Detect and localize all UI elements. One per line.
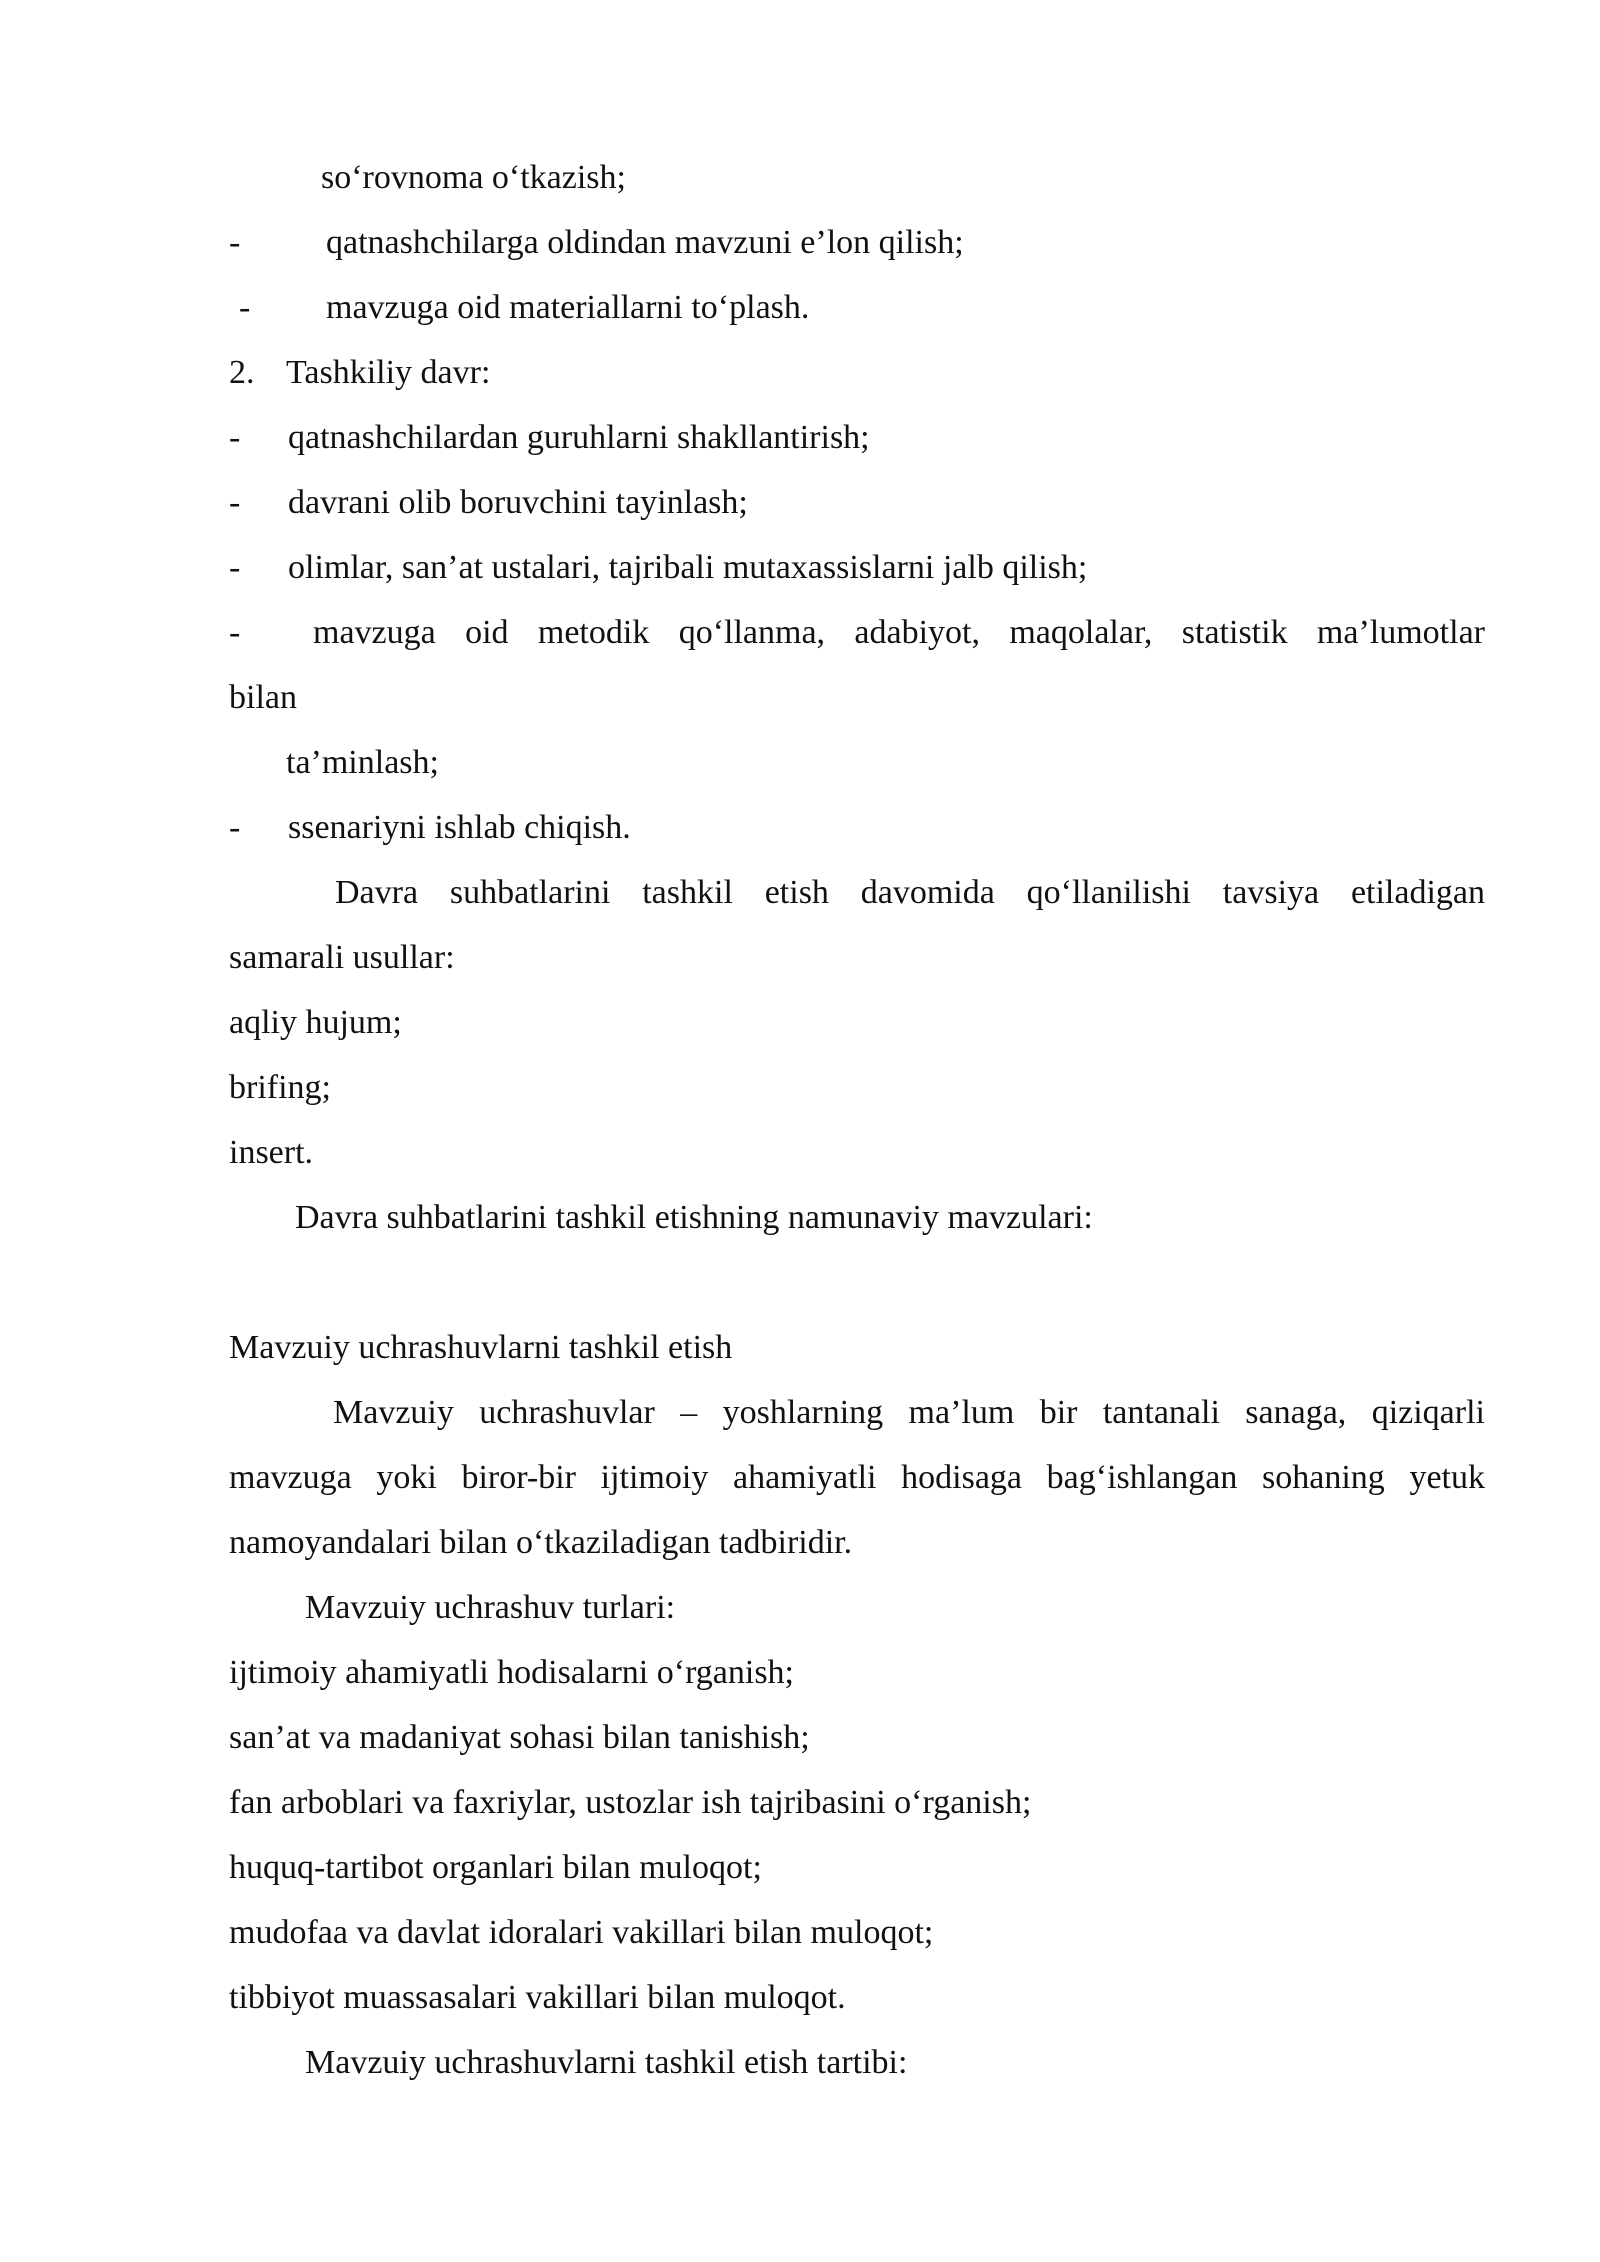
list-dash: -	[239, 289, 251, 326]
text-line: so‘rovnoma o‘tkazish;	[321, 159, 626, 196]
document-body	[229, 145, 1485, 2095]
list-item-text: olimlar, san’at ustalari, tajribali mutaxassislarni jalb qilish;	[288, 549, 1088, 586]
list-item-text: ssenariyni ishlab chiqish.	[288, 809, 631, 846]
paragraph-text: Davra suhbatlarini tashkil etish davomida qo‘llanilishi tavsiya etiladigan	[335, 874, 1485, 911]
list-item	[229, 210, 1485, 275]
section-heading: Mavzuiy uchrashuvlarni tashkil etish	[229, 1329, 733, 1366]
list-item: aqliy hujum;	[229, 1004, 402, 1041]
section-title: Tashkiliy davr:	[286, 354, 491, 391]
paragraph-text: mavzuga yoki biror-bir ijtimoiy ahamiyatli hodisaga bag‘ishlangan sohaning yetuk	[229, 1459, 1485, 1496]
list-item-text: mavzuga oid metodik qo‘llanma, adabiyot, maqolalar, statistik ma’lumotlar	[313, 614, 1485, 651]
blank-line	[229, 1250, 1485, 1315]
list-dash: -	[229, 809, 241, 846]
list-item-text: davrani olib boruvchini tayinlash;	[288, 484, 748, 521]
text-line: Mavzuiy uchrashuv turlari:	[305, 1589, 676, 1626]
text-line: Mavzuiy uchrashuvlarni tashkil etish tartibi:	[305, 2044, 908, 2081]
list-item	[229, 795, 1485, 860]
list-item	[229, 535, 1485, 600]
list-dash: -	[229, 484, 241, 521]
list-dash: -	[229, 224, 241, 261]
numbered-heading	[229, 340, 1485, 405]
list-dash: -	[229, 614, 241, 651]
text-line: bilan	[229, 679, 297, 716]
text-line: namoyandalari bilan o‘tkaziladigan tadbiridir.	[229, 1524, 853, 1561]
list-item	[229, 275, 1485, 340]
list-item	[229, 600, 1485, 665]
list-dash: -	[229, 549, 241, 586]
list-item: brifing;	[229, 1069, 331, 1106]
list-item: insert.	[229, 1134, 314, 1171]
list-item: tibbiyot muassasalari vakillari bilan muloqot.	[229, 1979, 846, 2016]
list-item: san’at va madaniyat sohasi bilan tanishish;	[229, 1719, 810, 1756]
list-item-text: qatnashchilarga oldindan mavzuni e’lon qilish;	[326, 224, 964, 261]
text-line: ta’minlash;	[286, 744, 439, 781]
list-item	[229, 470, 1485, 535]
text-line: samarali usullar:	[229, 939, 455, 976]
list-item-text: qatnashchilardan guruhlarni shakllantirish;	[288, 419, 870, 456]
text-line: Davra suhbatlarini tashkil etishning namunaviy mavzulari:	[295, 1199, 1093, 1236]
paragraph-line	[229, 1380, 1485, 1445]
list-number: 2.	[229, 354, 255, 391]
list-dash: -	[229, 419, 241, 456]
list-item	[229, 405, 1485, 470]
list-item: huquq-tartibot organlari bilan muloqot;	[229, 1849, 762, 1886]
list-item: fan arboblari va faxriylar, ustozlar ish tajribasini o‘rganish;	[229, 1784, 1032, 1821]
list-item: ijtimoiy ahamiyatli hodisalarni o‘rganish;	[229, 1654, 795, 1691]
paragraph-line	[229, 860, 1485, 925]
list-item: mudofaa va davlat idoralari vakillari bilan muloqot;	[229, 1914, 934, 1951]
paragraph-text: Mavzuiy uchrashuvlar – yoshlarning ma’lum bir tantanali sanaga, qiziqarli	[333, 1394, 1485, 1431]
list-item-text: mavzuga oid materiallarni to‘plash.	[326, 289, 810, 326]
